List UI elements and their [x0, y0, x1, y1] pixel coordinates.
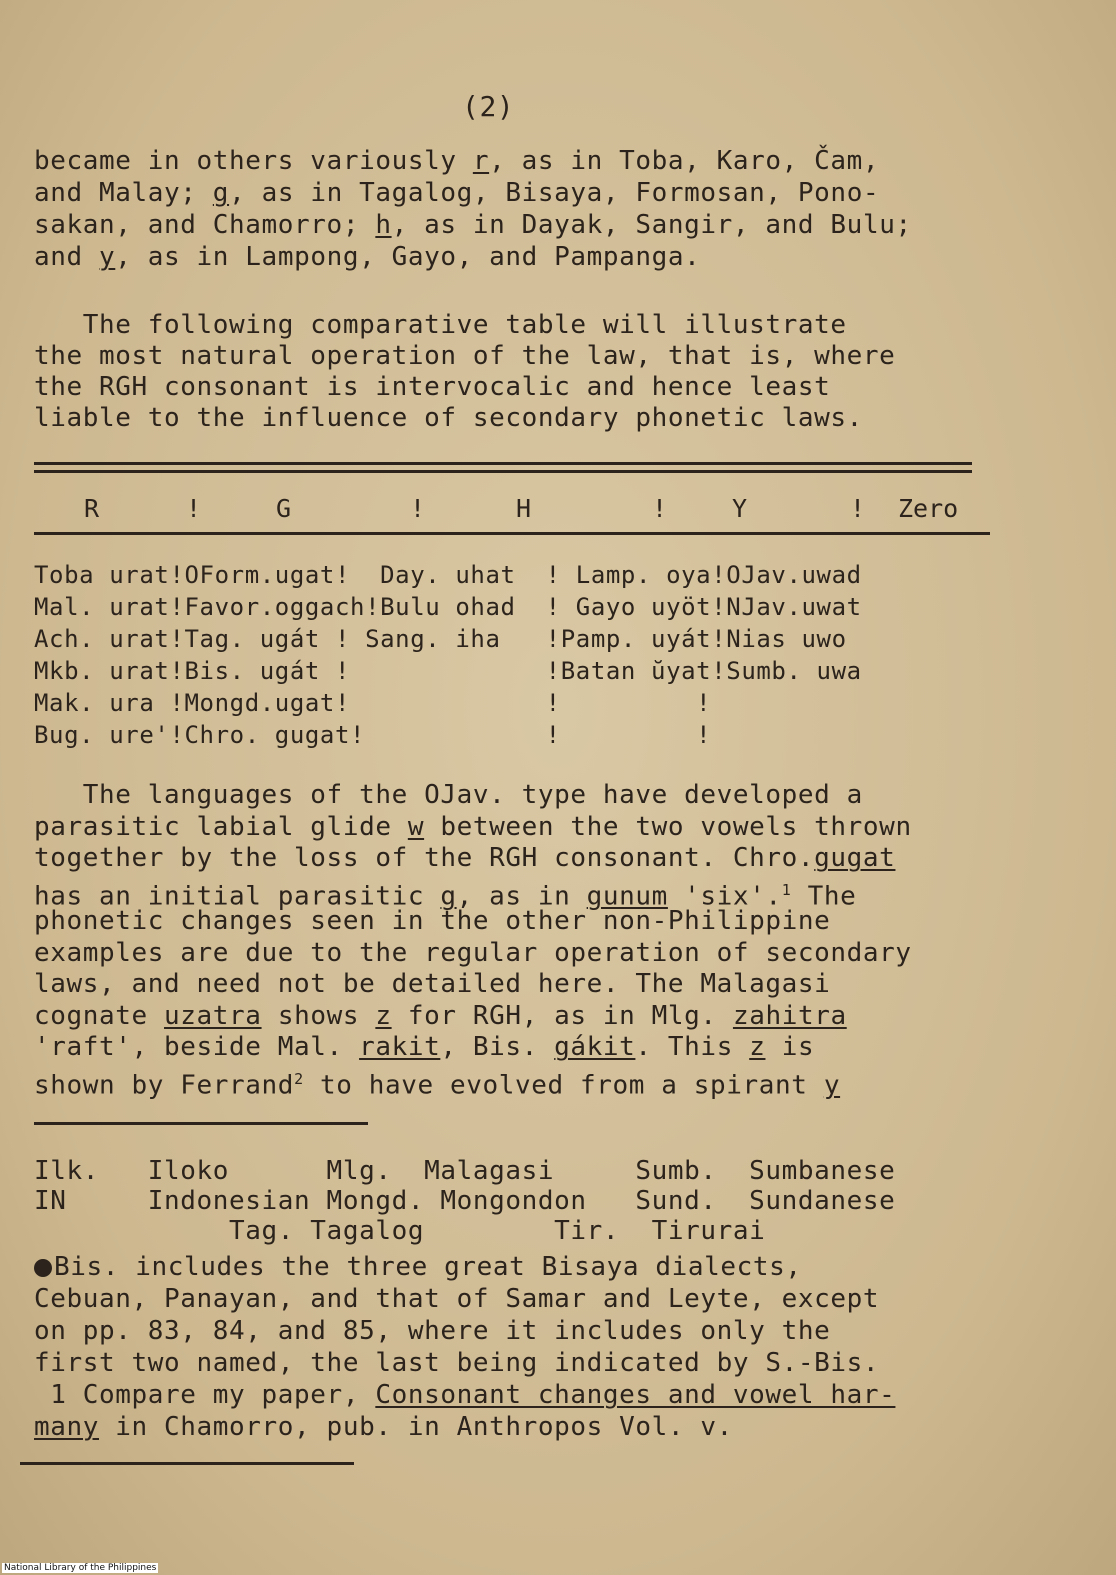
text-span: laws, and need not be detailed here. The Malagasi	[34, 969, 831, 999]
text-span: , as in Lampong, Gayo, and Pampanga.	[115, 242, 701, 272]
text-span: together by the loss of the RGH consonant. Chro.	[34, 843, 815, 873]
table-top-rule-2	[34, 470, 972, 473]
text-line	[34, 1316, 830, 1346]
text-line	[34, 1064, 840, 1101]
text-span: has an initial parasitic	[34, 881, 441, 912]
text-span: r	[472, 146, 490, 176]
text-line: the RGH consonant is intervocalic and hence least	[34, 372, 831, 402]
table-row: Mak. ura !Mongd.ugat! ! !	[34, 689, 712, 717]
text-line	[34, 1284, 879, 1314]
table-row: Mkb. urat!Bis. ugát ! !Batan ŭyat!Sumb. uwa	[34, 657, 862, 685]
text-span: . This	[635, 1032, 750, 1062]
text-span: 1 Compare my paper,	[34, 1380, 376, 1410]
text-span: 1	[781, 880, 792, 899]
table-header-cell: !	[652, 494, 668, 523]
text-span: , as in Dayak, Sangir, and Bulu;	[391, 210, 912, 240]
table-header-cell: !	[410, 494, 426, 523]
abbreviation-line: IN Indonesian Mongd. Mongondon Sund. Sundanese	[34, 1186, 896, 1216]
text-span: y	[823, 1070, 841, 1101]
text-line	[34, 146, 879, 176]
text-line: the most natural operation of the law, that is, where	[34, 341, 896, 371]
text-line	[34, 938, 912, 968]
text-span: shows	[261, 1000, 376, 1031]
text-line	[34, 812, 912, 842]
table-row: Toba urat!OForm.ugat! Day. uhat ! Lamp. oya!OJav.uwad	[34, 561, 862, 589]
text-span: h	[375, 210, 392, 240]
text-span: 2	[294, 1069, 304, 1088]
table-header-cell: !	[850, 494, 866, 523]
bottom-rule	[20, 1462, 354, 1465]
text-line	[34, 242, 700, 272]
text-span: and	[34, 242, 100, 272]
abbreviation-line: Ilk. Iloko Mlg. Malagasi Sumb. Sumbanese	[34, 1156, 896, 1186]
text-span: , as in Tagalog, Bisaya, Formosan, Pono-	[229, 178, 880, 208]
text-line	[34, 1412, 733, 1442]
text-span: in Chamorro, pub. in Anthropos Vol. v.	[99, 1412, 733, 1442]
text-line	[34, 969, 830, 999]
text-span: Cebuan, Panayan, and that of Samar and Leyte, except	[34, 1284, 880, 1314]
text-line	[34, 906, 830, 936]
text-span: became in others variously	[34, 146, 473, 176]
text-span: , as in	[456, 881, 587, 912]
text-span: gugat	[814, 843, 896, 873]
text-span: , as in Toba, Karo, Čam,	[489, 146, 880, 176]
text-span: The languages of the OJav. type have developed a	[34, 780, 863, 810]
text-line	[34, 1001, 847, 1031]
text-span: 'six'.	[667, 881, 782, 912]
text-line	[34, 178, 879, 208]
text-span: Bis. includes the three great Bisaya dialects,	[54, 1252, 802, 1282]
table-header-cell: Y	[732, 494, 748, 523]
text-line	[34, 1252, 802, 1282]
text-line	[34, 1032, 814, 1062]
text-span: uzatra	[164, 1000, 262, 1031]
text-span: on pp. 83, 84, and 85, where it includes only the	[34, 1316, 831, 1346]
table-row: Bug. ure'!Chro. gugat! ! !	[34, 721, 712, 749]
text-span: rakit	[359, 1032, 441, 1062]
text-line	[34, 1380, 895, 1410]
text-span: gunum	[586, 881, 668, 912]
text-span: first two named, the last being indicated by S.-Bis.	[34, 1348, 880, 1378]
text-span: The	[791, 881, 857, 912]
footnote-rule	[34, 1122, 368, 1125]
text-line: liable to the influence of secondary phonetic laws.	[34, 403, 863, 433]
text-span: Consonant changes and vowel har-	[375, 1380, 896, 1410]
abbreviation-line: Tag. Tagalog Tir. Tirurai	[34, 1216, 766, 1246]
page-number: (2)	[462, 90, 515, 123]
table-row: Mal. urat!Favor.oggach!Bulu ohad ! Gayo uyöt!NJav.uwat	[34, 593, 862, 621]
text-span: for RGH, as in Mlg.	[391, 1000, 733, 1031]
text-span: z	[749, 1032, 766, 1062]
text-span: sakan, and Chamorro;	[34, 210, 376, 240]
table-header-cell: H	[516, 494, 532, 523]
text-span: zahitra	[732, 1000, 847, 1031]
text-span: parasitic labial glide	[34, 811, 408, 842]
table-header-cell: R	[84, 494, 100, 523]
text-span: y	[99, 242, 116, 272]
text-line	[34, 1348, 879, 1378]
text-line	[34, 843, 895, 873]
text-line	[34, 210, 912, 240]
table-header-rule	[34, 532, 990, 535]
bullet-icon	[34, 1259, 52, 1277]
text-span: examples are due to the regular operation of secondary	[34, 937, 912, 968]
text-span: z	[375, 1000, 392, 1031]
library-footer: National Library of the Philippines	[4, 1563, 157, 1573]
text-span: 'raft', beside Mal.	[34, 1032, 360, 1062]
text-span: w	[407, 811, 425, 842]
table-header-cell: Zero	[898, 494, 959, 523]
text-span: g	[440, 881, 457, 912]
text-span: shown by Ferrand	[34, 1070, 295, 1101]
text-span: to have evolved from a spirant	[303, 1070, 824, 1101]
text-span: many	[34, 1412, 100, 1442]
text-span: between the two vowels thrown	[424, 811, 912, 842]
text-line	[34, 780, 863, 810]
text-span: phonetic changes seen in the other non-Philippine	[34, 906, 831, 936]
text-span: , Bis.	[440, 1032, 555, 1062]
text-span: and Malay;	[34, 178, 213, 208]
table-row: Ach. urat!Tag. ugát ! Sang. iha !Pamp. uyát!Nias uwo	[34, 625, 847, 653]
text-span: is	[765, 1032, 815, 1062]
table-header-cell: G	[276, 494, 292, 523]
text-span: g	[212, 178, 230, 208]
table-header-cell: !	[186, 494, 202, 523]
text-span: cognate	[34, 1000, 165, 1031]
text-span: gákit	[554, 1032, 636, 1062]
table-top-rule	[34, 462, 972, 465]
text-line: The following comparative table will illustrate	[34, 310, 847, 340]
